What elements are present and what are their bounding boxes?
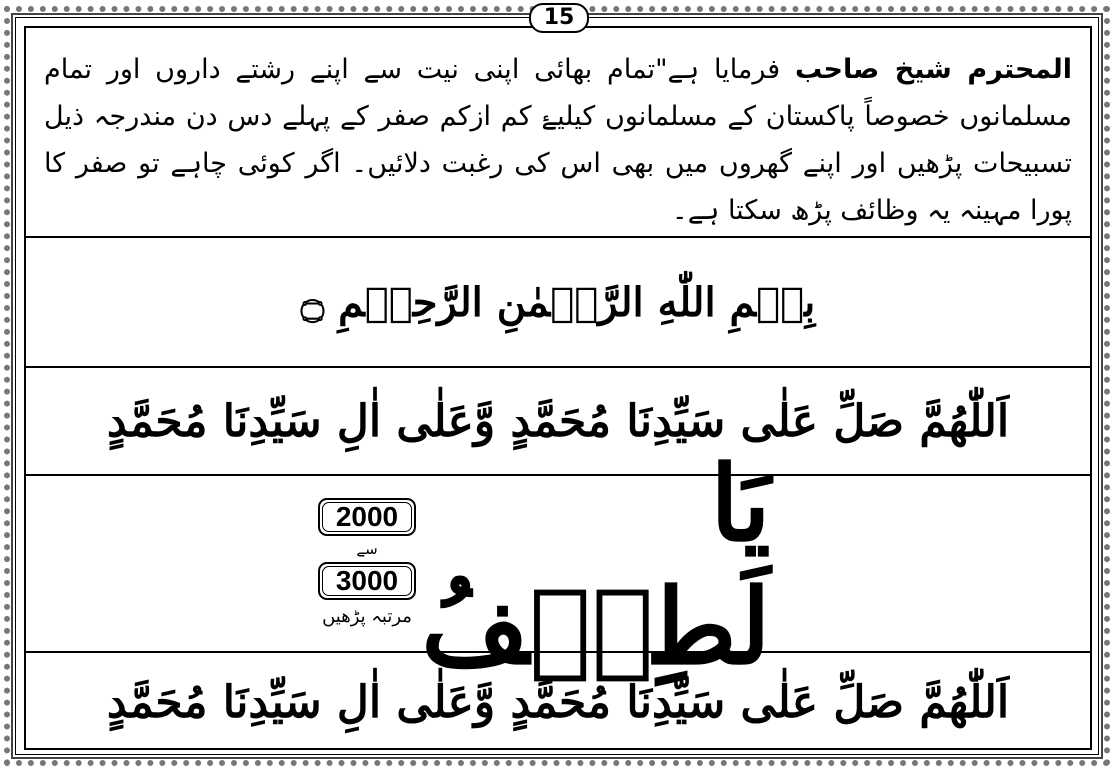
intro-paragraph bbox=[44, 46, 1072, 234]
count-max-value: 3000 bbox=[322, 566, 412, 596]
durood-text-top: اَللّٰهُمَّ صَلِّ عَلٰی سَیِّدِنَا مُحَمَّدٍ وَّعَلٰی اٰلِ سَیِّدِنَا مُحَمَّدٍ bbox=[106, 395, 1010, 447]
bismillah-section bbox=[26, 238, 1090, 368]
count-max-badge bbox=[318, 562, 416, 600]
wazifa-name: یَا لَطِیۡفُ bbox=[421, 441, 771, 688]
intro-lead: المحترم شیخ صاحب bbox=[794, 54, 1072, 85]
durood-section-bottom bbox=[26, 653, 1090, 752]
page-number: 15 bbox=[529, 3, 589, 33]
wazifa-section bbox=[26, 441, 1090, 688]
intro-body: فرمایا ہے"تمام بھائی اپنی نیت سے اپنے رشتے داروں اور تمام مسلمانوں خصوصاً پاکستان کے مسلمانوں کیلیۓ کم ازکم صفر کے پہلے دس دن مندرجہ ذیل تسبیحات پڑھیں اور اپنے گھروں میں بھی اس کی رغبت دلائیں۔ اگر کوئی چاہے تو صفر کا پورا مہینہ یہ وظائف پڑھ سکتا ہے۔ bbox=[44, 54, 1072, 226]
page-content bbox=[24, 26, 1092, 750]
count-note: مرتبہ پڑھیں bbox=[322, 606, 412, 627]
count-separator: سے bbox=[356, 540, 378, 558]
durood-text-bottom: اَللّٰهُمَّ صَلِّ عَلٰی سَیِّدِنَا مُحَمَّدٍ وَّعَلٰی اٰلِ سَیِّدِنَا مُحَمَّدٍ bbox=[106, 677, 1010, 728]
count-min-badge bbox=[318, 498, 416, 536]
bismillah-text: بِسۡمِ اللّٰهِ الرَّحۡمٰنِ الرَّحِيۡمِ ۝ bbox=[300, 278, 816, 326]
count-min-value: 2000 bbox=[322, 502, 412, 532]
intro-section bbox=[26, 28, 1090, 238]
